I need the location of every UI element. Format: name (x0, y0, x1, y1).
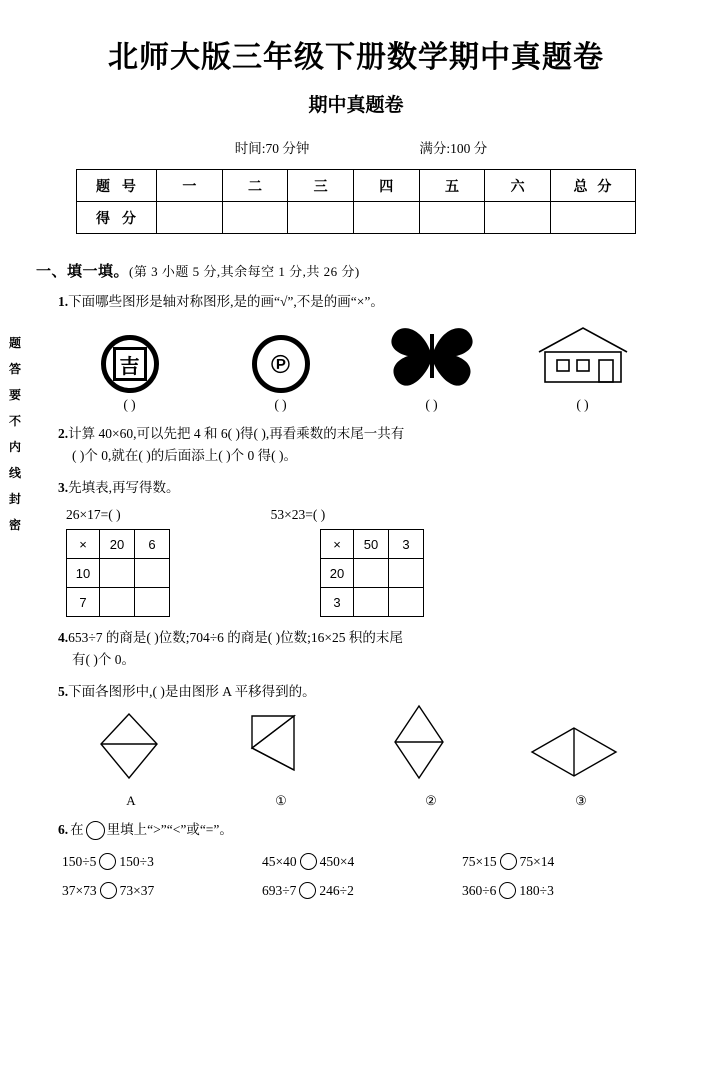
table-row (321, 588, 424, 617)
exam-time: 时间:70 分钟 (234, 141, 310, 156)
mul-left-h1: 20 (100, 530, 135, 559)
page-subtitle: 期中真题卷 (308, 95, 404, 116)
score-col-5: 五 (419, 170, 485, 202)
score-col-2: 二 (222, 170, 288, 202)
question-1 (36, 291, 676, 313)
score-col-1: 一 (157, 170, 223, 202)
score-col-total: 总 分 (551, 170, 636, 202)
mul-right-h1: 50 (354, 530, 389, 559)
house-icon (531, 322, 635, 388)
mul-right-r1c2[interactable] (389, 588, 424, 617)
q5-label-1: ① (275, 793, 287, 808)
side-char-3: 不 (8, 414, 21, 428)
score-label-score: 得 分 (77, 202, 157, 234)
score-blank-2[interactable] (222, 202, 288, 234)
score-blank-3[interactable] (288, 202, 354, 234)
mul-right-r1c0: 3 (321, 588, 354, 617)
square-inner-icon: 吉 (113, 347, 147, 381)
q5-label-2: ② (425, 793, 437, 808)
question-3-equations (36, 507, 676, 523)
question-3 (36, 477, 676, 499)
question-6 (36, 819, 676, 841)
mul-right-r0c0: 20 (321, 559, 354, 588)
figure-shape-3 (522, 722, 626, 787)
q6-2-right: 450×4 (319, 853, 355, 869)
side-vertical-text (4, 330, 26, 538)
multiplication-table-left (66, 529, 170, 617)
q6-5-left: 693÷7 (262, 882, 297, 898)
registered-logo-icon: ℗ (252, 335, 310, 393)
table-row (321, 559, 424, 588)
question-5-number: 5. (58, 684, 69, 699)
question-1-number: 1. (58, 294, 69, 309)
score-col-6: 六 (485, 170, 551, 202)
q6-item-3[interactable] (462, 853, 662, 870)
circle-blank-icon[interactable] (500, 853, 517, 870)
question-6-row-1 (36, 853, 676, 870)
exam-full-score: 满分:100 分 (419, 141, 488, 156)
exam-info (36, 137, 676, 157)
q6-4-right: 73×37 (119, 882, 155, 898)
figure-butterfly (372, 324, 492, 393)
figure-shape-2 (377, 704, 461, 787)
figure-logo-zhong (70, 335, 190, 393)
figure-logo-r (221, 335, 341, 393)
paper-content (36, 18, 676, 899)
triangle-pair-shape-icon (232, 710, 316, 782)
table-row (77, 170, 636, 202)
question-4 (36, 627, 676, 671)
circle-blank-icon (86, 821, 105, 840)
circle-blank-icon[interactable] (299, 882, 316, 899)
side-char-6: 封 (8, 492, 21, 506)
question-3-tables (36, 529, 676, 617)
q6-5-right: 246÷2 (319, 882, 354, 898)
score-blank-5[interactable] (419, 202, 485, 234)
figure-shape-a (87, 710, 171, 787)
table-row (67, 530, 170, 559)
mul-left-r0c1[interactable] (100, 559, 135, 588)
question-2-line-2: ( )个 0,就在( )的后面添上( )个 0 得( )。 (72, 448, 297, 463)
q6-item-5[interactable] (262, 882, 462, 899)
circle-blank-icon[interactable] (100, 882, 117, 899)
q5-label-3: ③ (575, 793, 587, 808)
q6-3-left: 75×15 (462, 853, 497, 869)
q6-item-2[interactable] (262, 853, 462, 870)
score-blank-6[interactable] (485, 202, 551, 234)
question-2 (36, 423, 676, 467)
circle-blank-icon[interactable] (300, 853, 317, 870)
q6-1-right: 150÷3 (119, 853, 154, 869)
side-char-5: 线 (8, 466, 21, 480)
mul-right-r0c1[interactable] (354, 559, 389, 588)
section-1-title: 一、填一填。 (36, 264, 130, 280)
q5-label-a: A (126, 793, 136, 808)
section-1-heading (36, 260, 676, 281)
question-2-line-1 (58, 423, 676, 445)
score-blank-1[interactable] (157, 202, 223, 234)
q1-blank-1[interactable]: ( ) (123, 397, 136, 412)
kite-shape-icon (87, 710, 171, 782)
question-4-line-2: 有( )个 0。 (72, 652, 135, 667)
question-1-figures (36, 321, 676, 393)
score-blank-total[interactable] (551, 202, 636, 234)
side-char-2: 要 (8, 388, 21, 402)
table-row (77, 202, 636, 234)
question-1-blanks (36, 397, 676, 413)
question-5-labels (36, 793, 676, 809)
table-row (321, 530, 424, 559)
score-col-4: 四 (353, 170, 419, 202)
question-5-text: 下面各图形中,( )是由图形 A 平移得到的。 (68, 684, 316, 699)
q6-item-4[interactable] (62, 882, 262, 899)
score-table-wrap (36, 169, 676, 234)
mul-left-r1c1[interactable] (100, 588, 135, 617)
score-blank-4[interactable] (353, 202, 419, 234)
question-6-text: 里填上“>”“<”或“=”。 (106, 822, 233, 837)
q6-6-left: 360÷6 (462, 882, 497, 898)
question-6-row-2 (36, 882, 676, 899)
q3-equation-left[interactable]: 26×17=( ) (66, 507, 121, 522)
q6-4-left: 37×73 (62, 882, 97, 898)
q6-6-right: 180÷3 (519, 882, 554, 898)
circle-blank-icon[interactable] (499, 882, 516, 899)
mul-left-h0: × (67, 530, 100, 559)
q3-equation-right[interactable]: 53×23=( ) (270, 507, 326, 522)
butterfly-icon (384, 324, 480, 388)
page-title: 北师大版三年级下册数学期中真题卷 (108, 41, 604, 74)
question-2-text-1: 计算 40×60,可以先把 4 和 6( )得( ),再看乘数的末尾一共有 (68, 426, 405, 441)
question-4-number: 4. (58, 630, 69, 645)
mul-right-h2: 3 (389, 530, 424, 559)
side-char-0: 题 (8, 336, 21, 350)
q6-1-left: 150÷5 (62, 853, 97, 869)
figure-shape-1 (232, 710, 316, 787)
side-char-1: 答 (8, 362, 21, 376)
q6-3-right: 75×14 (519, 853, 555, 869)
question-1-text: 下面哪些图形是轴对称图形,是的画“√”,不是的画“×”。 (68, 294, 384, 309)
q1-blank-2[interactable]: ( ) (274, 397, 287, 412)
q1-blank-3[interactable]: ( ) (425, 397, 438, 412)
mul-left-r1c0: 7 (67, 588, 100, 617)
mul-right-r0c2[interactable] (389, 559, 424, 588)
table-row (67, 588, 170, 617)
question-6-text-pre: 在 (70, 822, 84, 837)
score-col-3: 三 (288, 170, 354, 202)
circle-logo-icon (101, 335, 159, 393)
question-6-number: 6. (58, 822, 69, 837)
wide-kite-shape-icon (522, 722, 626, 782)
mul-left-h2: 6 (135, 530, 170, 559)
mul-right-h0: × (321, 530, 354, 559)
question-2-number: 2. (58, 426, 69, 441)
side-char-7: 密 (8, 518, 21, 532)
q6-2-left: 45×40 (262, 853, 297, 869)
question-4-text-1: 653÷7 的商是( )位数;704÷6 的商是( )位数;16×25 积的末尾 (68, 630, 403, 645)
mul-right-r1c1[interactable] (354, 588, 389, 617)
question-3-text: 先填表,再写得数。 (68, 480, 180, 495)
side-char-4: 内 (8, 440, 21, 454)
table-row (67, 559, 170, 588)
section-1-note: (第 3 小题 5 分,其余每空 1 分,共 26 分) (129, 264, 360, 279)
mul-left-r1c2[interactable] (135, 588, 170, 617)
tall-kite-shape-icon (377, 704, 461, 782)
score-table (76, 169, 636, 234)
question-5-figures (36, 709, 676, 787)
q6-item-1[interactable] (62, 853, 262, 870)
multiplication-table-right (320, 529, 424, 617)
question-4-line-1 (58, 627, 676, 649)
question-5 (36, 681, 676, 703)
mul-left-r0c0: 10 (67, 559, 100, 588)
q1-blank-4[interactable]: ( ) (576, 397, 589, 412)
figure-house (523, 322, 643, 393)
circle-blank-icon[interactable] (99, 853, 116, 870)
question-3-number: 3. (58, 480, 69, 495)
score-label-question: 题 号 (77, 170, 157, 202)
q6-item-6[interactable] (462, 882, 662, 899)
mul-left-r0c2[interactable] (135, 559, 170, 588)
